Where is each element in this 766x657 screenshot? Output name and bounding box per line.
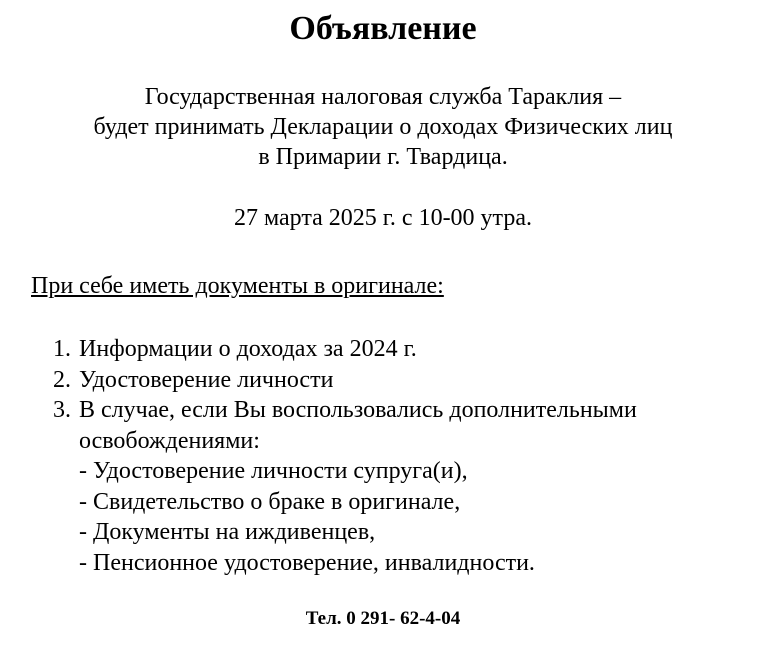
list-item-number: 1. xyxy=(53,336,71,362)
list-item xyxy=(53,334,637,365)
documents-heading: При себе иметь документы в оригинале: xyxy=(31,273,444,299)
list-item-text: В случае, если Вы воспользовались дополнительными xyxy=(79,397,637,423)
list-item-text: Удостоверение личности xyxy=(79,366,334,393)
list-item xyxy=(53,395,637,456)
list-item-number: 3. xyxy=(53,397,71,423)
intro-paragraph xyxy=(0,82,766,172)
intro-line-2: будет принимать Декларации о доходах Физических лиц xyxy=(93,114,673,140)
phone-number: Тел. 0 291- 62-4-04 xyxy=(305,608,461,629)
list-item-text-block xyxy=(79,395,637,456)
date-line: 27 марта 2025 г. с 10-00 утра. xyxy=(233,205,532,231)
sub-item: - Документы на иждивенцев, xyxy=(79,519,376,545)
intro-line-1: Государственная налоговая служба Тараклия – xyxy=(144,84,622,110)
sub-item: - Удостоверение личности супруга(и), xyxy=(79,458,468,484)
sub-item: - Пенсионное удостоверение, инвалидности. xyxy=(79,549,535,576)
documents-list xyxy=(53,334,637,578)
list-item-continuation: освобождениями: xyxy=(79,427,260,454)
sub-item: - Свидетельство о браке в оригинале, xyxy=(79,488,461,515)
list-item xyxy=(53,365,637,396)
list-item-text: Информации о доходах за 2024 г. xyxy=(79,336,417,362)
document-title: Объявление xyxy=(289,10,477,47)
list-item-number: 2. xyxy=(53,366,71,393)
intro-line-3: в Примарии г. Твардица. xyxy=(258,144,508,170)
